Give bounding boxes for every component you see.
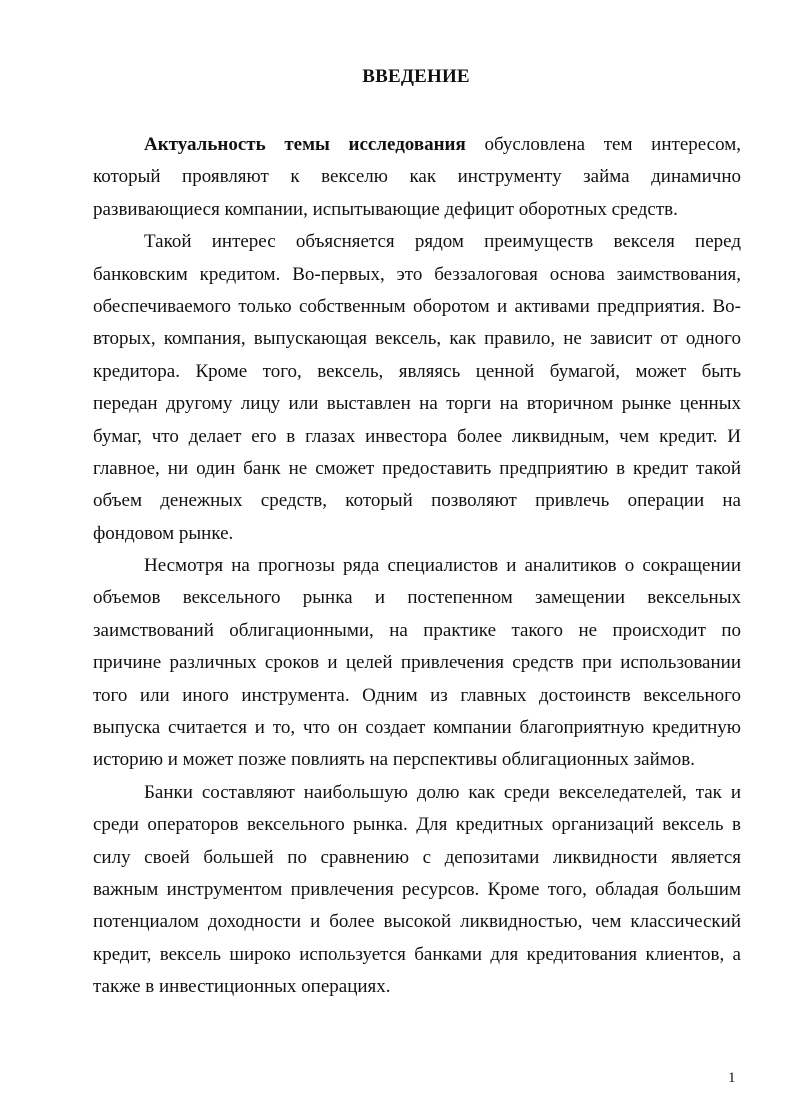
page-number: 1	[728, 1070, 736, 1086]
body-text	[93, 129, 741, 1004]
text-line: силу своей большей по сравнению с депозитами ликвидности является	[93, 846, 741, 868]
text-line: среди операторов вексельного рынка. Для кредитных организаций вексель в	[93, 814, 741, 836]
text-line: главное, ни один банк не сможет предоставить предприятию в кредит такой	[93, 457, 741, 479]
text-line: развивающиеся компании, испытывающие дефицит оборотных средств.	[93, 198, 678, 220]
paragraph	[93, 550, 741, 777]
text-line: того или иного инструмента. Одним из главных достоинств вексельного	[93, 684, 741, 706]
text-line: кредит, вексель широко используется банками для кредитования клиентов, а	[93, 943, 741, 965]
emphasis-lead: Актуальность темы исследования	[144, 134, 466, 155]
text-line: заимствований облигационными, на практике такого не происходит по	[93, 619, 741, 641]
text-line: потенциалом доходности и более высокой ликвидностью, чем классический	[93, 911, 741, 933]
text-line: бумаг, что делает его в глазах инвестора более ликвидным, чем кредит. И	[93, 425, 741, 447]
text-line: объем денежных средств, который позволяют привлечь операции на	[93, 490, 741, 512]
text-line: вторых, компания, выпускающая вексель, как правило, не зависит от одного	[93, 328, 741, 350]
text-line: Такой интерес объясняется рядом преимуществ векселя перед	[144, 231, 741, 253]
text-line: причине различных сроков и целей привлечения средств при использовании	[93, 652, 741, 674]
paragraph	[93, 777, 741, 1004]
text-line: Несмотря на прогнозы ряда специалистов и аналитиков о сокращении	[144, 555, 741, 577]
text-line: обеспечиваемого только собственным оборотом и активами предприятия. Во-	[93, 295, 741, 317]
text-line: также в инвестиционных операциях.	[93, 976, 391, 998]
text-line: выпуска считается и то, что он создает компании благоприятную кредитную	[93, 717, 741, 739]
text-line: объемов вексельного рынка и постепенном замещении вексельных	[93, 587, 741, 609]
paragraph	[93, 129, 741, 226]
text-line: который проявляют к векселю как инструменту займа динамично	[93, 166, 741, 188]
page-title: ВВЕДЕНИЕ	[362, 66, 470, 87]
text-run: обусловлена тем интересом,	[465, 134, 742, 155]
paragraph	[93, 226, 741, 550]
text-line: Банки составляют наибольшую долю как среди векселедателей, так и	[144, 781, 741, 803]
text-line	[93, 129, 741, 161]
text-line: банковским кредитом. Во-первых, это беззалоговая основа заимствования,	[93, 263, 741, 285]
text-line: важным инструментом привлечения ресурсов. Кроме того, обладая большим	[93, 878, 741, 900]
text-line: историю и может позже повлиять на перспективы облигационных займов.	[93, 749, 696, 771]
text-line: кредитора. Кроме того, вексель, являясь ценной бумагой, может быть	[93, 360, 741, 382]
text-line: фондовом рынке.	[93, 522, 234, 544]
text-line: передан другому лицу или выставлен на торги на вторичном рынке ценных	[93, 393, 741, 415]
